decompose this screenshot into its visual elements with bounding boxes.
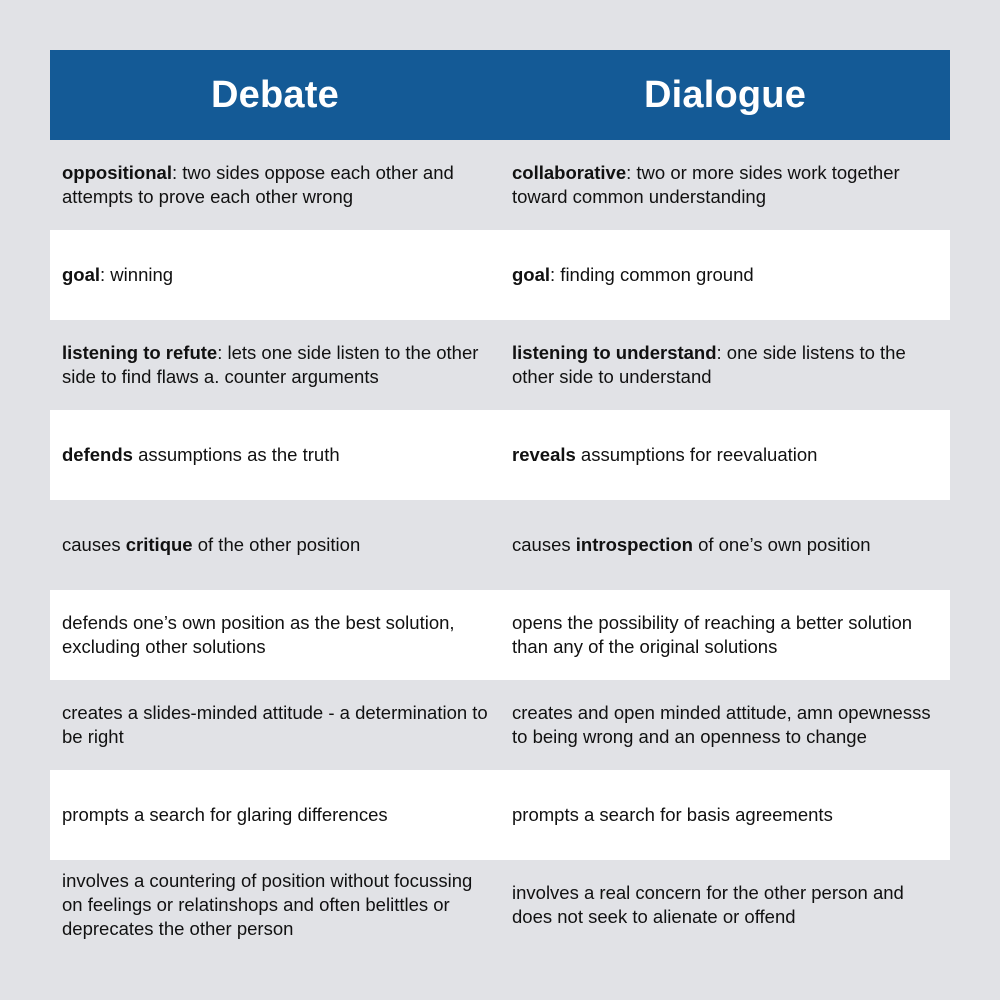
table-row [50, 320, 950, 410]
dialogue-cell: listening to understand: one side listens to the other side to understand [512, 342, 906, 387]
keyword: listening to understand [512, 342, 717, 363]
debate-cell: defends assumptions as the truth [62, 444, 340, 465]
dialogue-cell: opens the possibility of reaching a better solution than any of the original solutions [512, 612, 913, 657]
dialogue-cell: collaborative: two or more sides work together toward common understanding [512, 162, 900, 207]
debate-cell: causes critique of the other position [62, 534, 361, 555]
header-debate: Debate [211, 73, 339, 116]
dialogue-cell: prompts a search for basis agreements [512, 804, 833, 825]
debate-cell: involves a countering of position without focussing on feelings or relatinshops and often belittles or deprecates the other person [62, 870, 473, 939]
keyword: listening to refute [62, 342, 218, 363]
table-header [50, 50, 950, 140]
dialogue-cell: reveals assumptions for reevaluation [512, 444, 818, 465]
header-dialogue: Dialogue [643, 73, 807, 116]
dialogue-cell: goal: finding common ground [512, 264, 754, 285]
debate-cell: defends one’s own position as the best solution, excluding other solutions [62, 612, 455, 657]
debate-cell: creates a slides-minded attitude - a determination to be right [62, 702, 488, 747]
table-row [50, 860, 950, 950]
table-row [50, 410, 950, 500]
debate-cell: goal: winning [62, 264, 174, 285]
debate-cell: oppositional: two sides oppose each other and attempts to prove each other wrong [62, 162, 454, 207]
table-row [50, 500, 950, 590]
table-row [50, 230, 950, 320]
debate-cell: prompts a search for glaring differences [62, 804, 388, 825]
table-row [50, 140, 950, 230]
keyword: goal [512, 264, 551, 285]
table-row [50, 770, 950, 860]
keyword: critique [125, 534, 193, 555]
keyword: reveals [512, 444, 576, 465]
comparison-table [50, 50, 950, 950]
keyword: introspection [575, 534, 693, 555]
keyword: goal [62, 264, 101, 285]
keyword: collaborative [512, 162, 627, 183]
table-row [50, 590, 950, 680]
dialogue-cell: involves a real concern for the other person and does not seek to alienate or offend [512, 882, 904, 927]
table-row [50, 680, 950, 770]
debate-cell: listening to refute: lets one side listen to the other side to find flaws a. counter arguments [62, 342, 479, 387]
dialogue-cell: causes introspection of one’s own position [512, 534, 871, 555]
dialogue-cell: creates and open minded attitude, amn opewnesss to being wrong and an openness to change [512, 702, 931, 747]
keyword: defends [62, 444, 133, 465]
keyword: oppositional [62, 162, 172, 183]
